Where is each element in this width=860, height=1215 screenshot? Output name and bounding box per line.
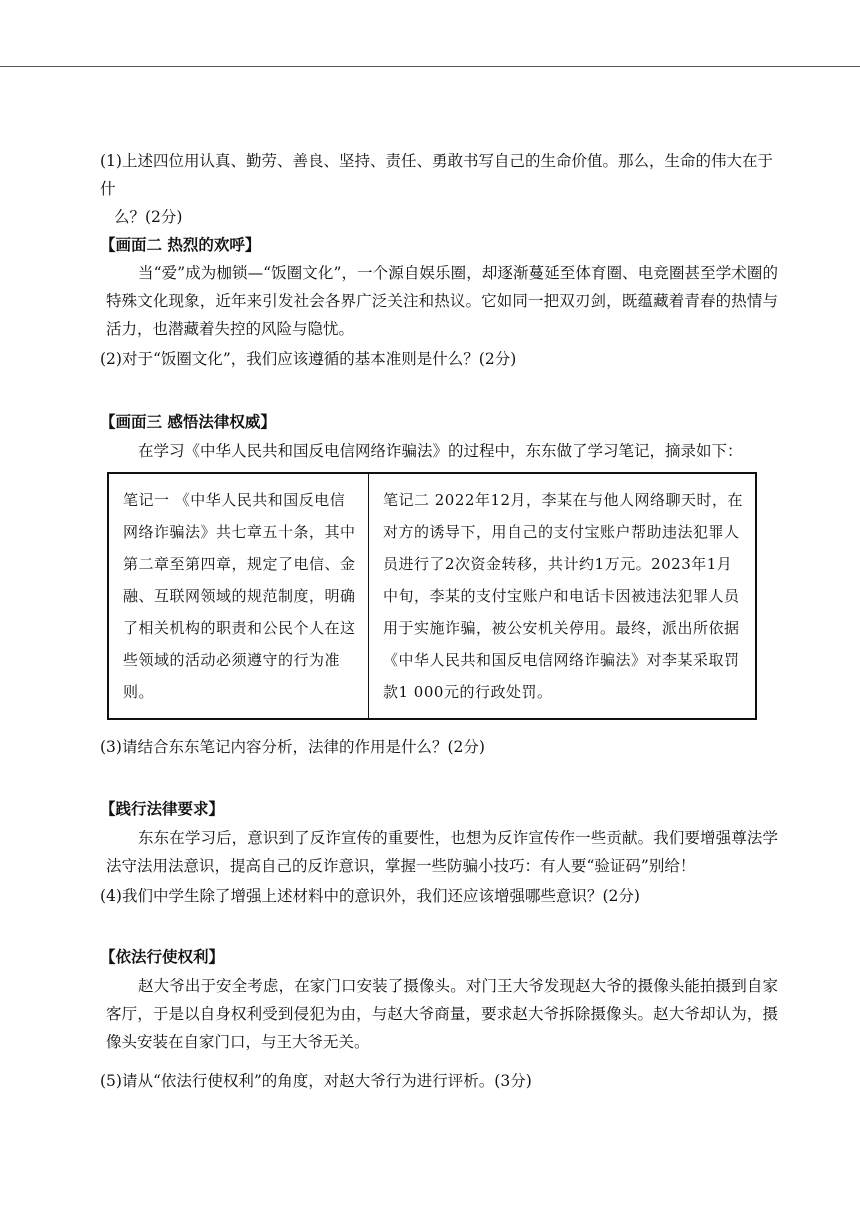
- section-3-intro: [106, 437, 778, 465]
- section-5-body: [106, 972, 778, 1056]
- study-notes-table: [107, 472, 757, 720]
- page-top-rule: [0, 66, 860, 67]
- section-2-body: [106, 259, 778, 343]
- section-5-paragraph: 赵大爷出于安全考虑，在家门口安装了摄像头。对门王大爷发现赵大爷的摄像头能拍摄到自家客厅，于是以自身权利受到侵犯为由，与赵大爷商量，要求赵大爷拆除摄像头。赵大爷却认为，摄像头安装在自家门口，与王大爷无关。: [106, 977, 778, 1051]
- question-5: (5)请从“依法行使权利”的角度，对赵大爷行为进行评析。(3分): [100, 1072, 532, 1090]
- question-1: [100, 147, 780, 231]
- section-4-heading: 【践行法律要求】: [100, 799, 225, 818]
- note-1: 笔记一 《中华人民共和国反电信网络诈骗法》共七章五十条，其中第二章至第四章，规定了电信、金融、互联网领域的规范制度，明确了相关机构的职责和公民个人在这些领域的活动必须遵守的行为准则。: [109, 474, 369, 718]
- note-2: 笔记二 2022年12月，李某在与他人网络聊天时，在对方的诱导下，用自己的支付宝账户帮助违法犯罪人员进行了2次资金转移，共计约1万元。2023年1月中旬，李某的支付宝账户和电话卡因被违法犯罪人员用于实施诈骗，被公安机关停用。最终，派出所依据《中华人民共和国反电信网络诈骗法》对李某采取罚款1 000元的行政处罚。: [383, 491, 744, 701]
- section-4-body: [106, 824, 778, 880]
- question-4: (4)我们中学生除了增强上述材料中的意识外，我们还应该增强哪些意识？(2分): [100, 887, 640, 905]
- question-2: (2)对于“饭圈文化”，我们应该遵循的基本准则是什么？(2分): [100, 350, 517, 368]
- question-1-continuation: 么？(2分): [114, 208, 183, 226]
- section-5-heading: 【依法行使权利】: [100, 947, 225, 966]
- section-3-heading: 【画面三 感悟法律权威】: [100, 412, 276, 431]
- question-1-text: (1)上述四位用认真、勤劳、善良、坚持、责任、勇敢书写自己的生命价值。那么，生命的伟大在于什: [100, 152, 773, 198]
- section-4-paragraph: 东东在学习后，意识到了反诈宣传的重要性，也想为反诈宣传作一些贡献。我们要增强尊法学法守法用法意识，提高自己的反诈意识，掌握一些防骗小技巧：有人要“验证码”别给！: [106, 829, 778, 875]
- section-2-paragraph: 当“爱”成为枷锁—“饭圈文化”，一个源自娱乐圈，却逐渐蔓延至体育圈、电竞圈甚至学术圈的特殊文化现象，近年来引发社会各界广泛关注和热议。它如同一把双刃剑，既蕴藏着青春的热情与活力，也潜藏着失控的风险与隐忧。: [106, 264, 778, 338]
- question-3: (3)请结合东东笔记内容分析，法律的作用是什么？(2分): [100, 738, 485, 756]
- section-3-intro-text: 在学习《中华人民共和国反电信网络诈骗法》的过程中，东东做了学习笔记，摘录如下：: [138, 442, 743, 460]
- section-2-heading: 【画面二 热烈的欢呼】: [100, 235, 261, 254]
